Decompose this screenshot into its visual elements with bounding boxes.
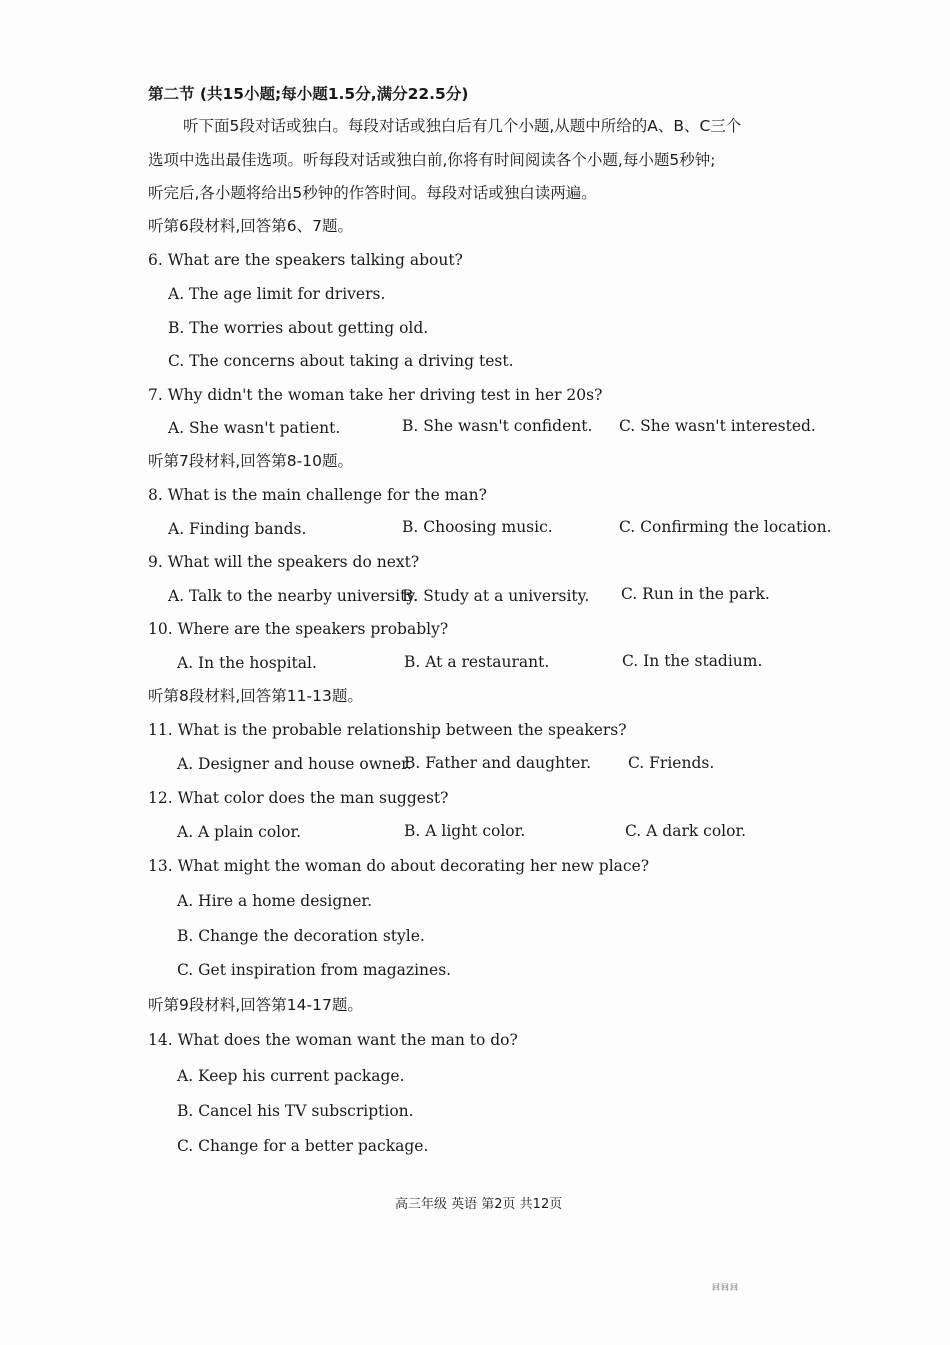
question-option: B. Cancel his TV subscription. bbox=[177, 1102, 414, 1120]
question-stem: 8. What is the main challenge for the man? bbox=[148, 486, 487, 504]
question-option: B. The worries about getting old. bbox=[168, 319, 429, 337]
question-option: C. A dark color. bbox=[625, 822, 747, 840]
question-option: A. Finding bands. bbox=[168, 520, 307, 538]
question-stem: 13. What might the woman do about decorating her new place? bbox=[148, 857, 650, 875]
instruction-line-1: 听下面5段对话或独白。每段对话或独白后有几个小题,从题中所给的A、B、C三个 bbox=[183, 117, 742, 135]
question-stem: 12. What color does the man suggest? bbox=[148, 789, 449, 807]
group-heading: 听第7段材料,回答第8-10题。 bbox=[148, 452, 353, 470]
question-option: A. The age limit for drivers. bbox=[168, 285, 386, 303]
question-option: A. Talk to the nearby university. bbox=[168, 587, 418, 605]
question-option: C. The concerns about taking a driving test. bbox=[168, 352, 514, 370]
question-stem: 14. What does the woman want the man to do? bbox=[148, 1031, 518, 1049]
question-option: C. Confirming the location. bbox=[619, 518, 832, 536]
question-stem: 10. Where are the speakers probably? bbox=[148, 620, 449, 638]
question-option: B. At a restaurant. bbox=[404, 653, 550, 671]
question-option: C. She wasn't interested. bbox=[619, 417, 816, 435]
question-option: C. Get inspiration from magazines. bbox=[177, 961, 452, 979]
question-option: C. Change for a better package. bbox=[177, 1137, 429, 1155]
question-option: B. Father and daughter. bbox=[404, 754, 592, 772]
question-option: B. Choosing music. bbox=[402, 518, 553, 536]
page-footer: 高三年级 英语 第2页 共12页 bbox=[395, 1197, 563, 1212]
group-heading: 听第9段材料,回答第14-17题。 bbox=[148, 996, 363, 1014]
question-option: A. A plain color. bbox=[177, 823, 302, 841]
section-title: 第二节 (共15小题;每小题1.5分,满分22.5分) bbox=[148, 85, 469, 103]
question-option: A. In the hospital. bbox=[177, 654, 317, 672]
question-stem: 7. Why didn't the woman take her driving test in her 20s? bbox=[148, 386, 603, 404]
question-option: C. Friends. bbox=[628, 754, 715, 772]
question-stem: 9. What will the speakers do next? bbox=[148, 553, 420, 571]
question-option: B. Study at a university. bbox=[402, 587, 590, 605]
instruction-line-3: 听完后,各小题将给出5秒钟的作答时间。每段对话或独白读两遍。 bbox=[148, 184, 597, 202]
question-stem: 11. What is the probable relationship between the speakers? bbox=[148, 721, 627, 739]
question-stem: 6. What are the speakers talking about? bbox=[148, 251, 463, 269]
question-option: C. In the stadium. bbox=[622, 652, 763, 670]
corner-mark: 回回回 bbox=[712, 1283, 739, 1292]
instruction-line-2: 选项中选出最佳选项。听每段对话或独白前,你将有时间阅读各个小题,每小题5秒钟; bbox=[148, 151, 716, 169]
question-option: C. Run in the park. bbox=[621, 585, 770, 603]
group-heading: 听第6段材料,回答第6、7题。 bbox=[148, 217, 354, 235]
question-option: B. A light color. bbox=[404, 822, 526, 840]
question-option: A. Designer and house owner. bbox=[177, 755, 412, 773]
question-option: A. She wasn't patient. bbox=[168, 419, 341, 437]
group-heading: 听第8段材料,回答第11-13题。 bbox=[148, 687, 363, 705]
question-option: B. Change the decoration style. bbox=[177, 927, 425, 945]
question-option: B. She wasn't confident. bbox=[402, 417, 593, 435]
question-option: A. Hire a home designer. bbox=[177, 892, 373, 910]
question-option: A. Keep his current package. bbox=[177, 1067, 405, 1085]
